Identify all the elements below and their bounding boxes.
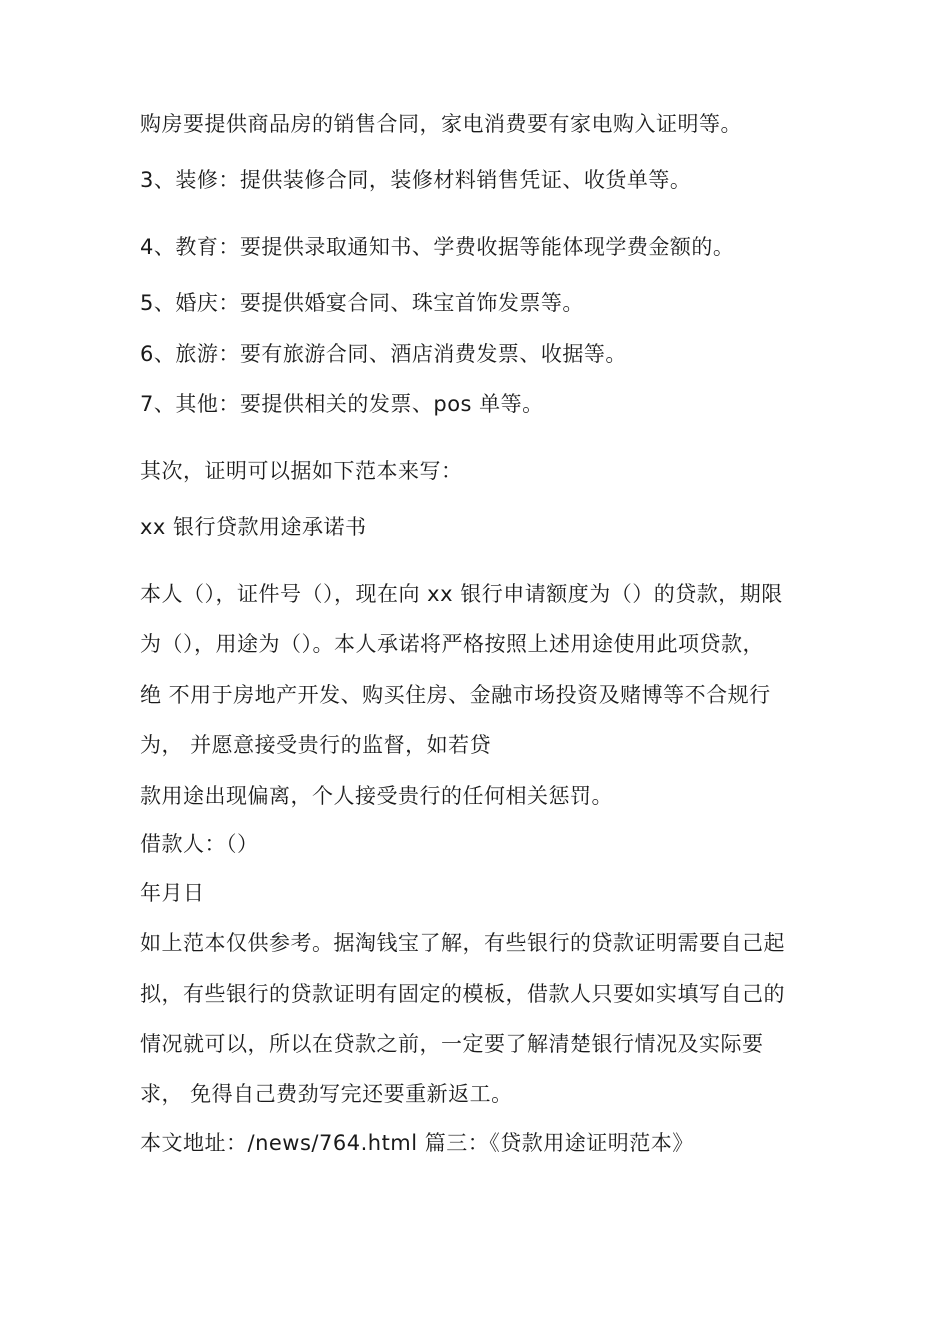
- text-line-item-5: 5、婚庆：要提供婚宴合同、珠宝首饰发票等。: [140, 291, 584, 315]
- borrower-signature-line: 借款人：（）: [140, 832, 259, 856]
- note-line-1: 如上范本仅供参考。据淘钱宝了解，有些银行的贷款证明需要自己起: [140, 931, 785, 955]
- text-line-purchase: 购房要提供商品房的销售合同，家电消费要有家电购入证明等。: [140, 112, 742, 136]
- article-address-line: 本文地址：/news/764.html 篇三：《贷款用途证明范本》: [140, 1131, 694, 1155]
- text-line-item-4: 4、教育：要提供录取通知书、学费收据等能体现学费金额的。: [140, 235, 735, 259]
- note-line-2: 拟，有些银行的贷款证明有固定的模板，借款人只要如实填写自己的: [140, 982, 785, 1006]
- letter-body-line-1: 本人（），证件号（），现在向 xx 银行申请额度为（）的贷款，期限: [140, 582, 783, 606]
- text-line-item-6: 6、旅游：要有旅游合同、酒店消费发票、收据等。: [140, 342, 627, 366]
- letter-body-line-3: 绝 不用于房地产开发、购买住房、金融市场投资及赌博等不合规行: [140, 683, 771, 707]
- letter-body-line-2: 为（），用途为（）。本人承诺将严格按照上述用途使用此项贷款，: [140, 632, 764, 656]
- note-line-4: 求， 免得自己费劲写完还要重新返工。: [140, 1082, 513, 1106]
- text-line-intro: 其次，证明可以据如下范本来写：: [140, 459, 463, 483]
- letter-title: xx 银行贷款用途承诺书: [140, 515, 367, 539]
- letter-body-line-4: 为， 并愿意接受贵行的监督，如若贷: [140, 733, 492, 757]
- text-line-item-7: 7、其他：要提供相关的发票、pos 单等。: [140, 392, 544, 416]
- date-line: 年月日: [140, 881, 205, 905]
- note-line-3: 情况就可以，所以在贷款之前，一定要了解清楚银行情况及实际要: [140, 1032, 764, 1056]
- letter-body-line-5: 款用途出现偏离，个人接受贵行的任何相关惩罚。: [140, 784, 613, 808]
- text-line-item-3: 3、装修：提供装修合同，装修材料销售凭证、收货单等。: [140, 168, 692, 192]
